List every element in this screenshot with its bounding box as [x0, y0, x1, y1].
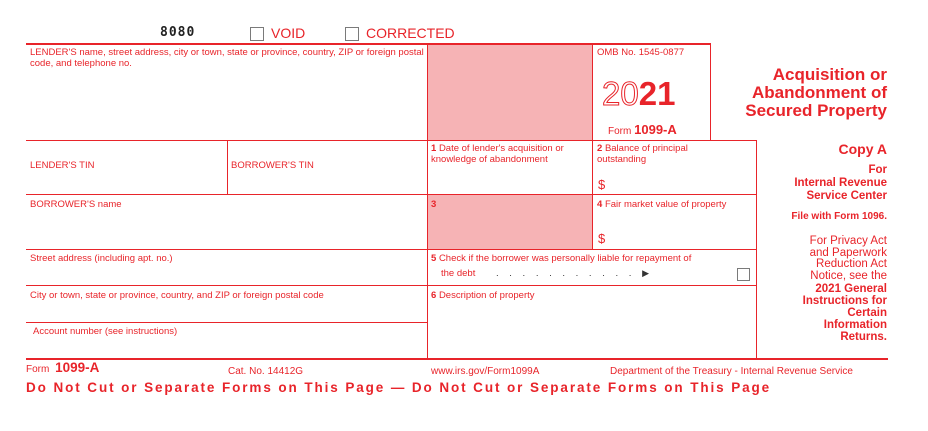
box-6-number: 6 — [431, 290, 437, 301]
col-divider-2 — [592, 43, 593, 249]
box-5-text: Check if the borrower was personally liable for repayment of — [438, 253, 692, 264]
instructions-line-5: Returns. — [840, 331, 887, 343]
title-line-3: Secured Property — [745, 101, 887, 120]
form-number: 1099-A — [634, 122, 677, 137]
box-5-arrow: ▶ — [642, 268, 649, 278]
cat-no: Cat. No. 14412G — [228, 366, 304, 377]
box-5-label — [431, 253, 756, 264]
col-divider-3 — [710, 43, 711, 140]
footer-form-number: 1099-A — [55, 360, 100, 375]
instructions-line-2: Instructions for — [802, 295, 887, 307]
privacy-line-3: Reduction Act — [816, 258, 887, 270]
line-249 — [26, 249, 756, 250]
privacy-notice — [758, 236, 887, 282]
footer-form-id — [26, 362, 99, 375]
title-line-2: Abandonment of — [751, 83, 887, 102]
lender-info-label: LENDER'S name, street address, city or town, state or province, country, ZIP or foreign postal code, and telephone no. — [30, 47, 424, 69]
account-number-label: Account number (see instructions) — [33, 326, 178, 337]
corrected-label: CORRECTED — [366, 25, 455, 41]
copy-a-destination — [758, 164, 887, 203]
col-divider-4 — [756, 140, 757, 359]
dept-treasury: Department of the Treasury - Internal Revenue Service — [610, 366, 853, 377]
box-5-leader: . . . . . . . . . . . — [495, 268, 636, 279]
instructions-ref — [758, 283, 887, 343]
box-3-number: 3 — [431, 199, 437, 210]
irs-url: www.irs.gov/Form1099A — [431, 366, 540, 377]
for-label: For — [868, 164, 887, 176]
privacy-line-4: Notice, see the — [810, 269, 887, 282]
box-1-number: 1 — [431, 143, 437, 154]
corrected-checkbox[interactable] — [345, 27, 359, 41]
instructions-line-4: Information — [823, 319, 887, 331]
privacy-line-2: and Paperwork — [809, 246, 887, 259]
box-4-dollar: $ — [598, 231, 606, 246]
omb-number: OMB No. 1545-0877 — [597, 47, 685, 58]
box-2-label — [597, 143, 709, 165]
box-4-text: Fair market value of property — [604, 199, 727, 210]
top-border — [26, 43, 710, 45]
box-5-checkbox[interactable] — [737, 268, 750, 281]
box-5-line-2 — [441, 268, 649, 279]
borrowers-tin-label: BORROWER'S TIN — [231, 160, 314, 171]
lenders-tin-label: LENDER'S TIN — [30, 160, 95, 171]
borrower-name-label: BORROWER'S name — [30, 199, 122, 210]
box-1-text: Date of lender's acquisition or knowledge of abandonment — [431, 143, 564, 165]
privacy-line-1: For Privacy Act — [809, 235, 887, 247]
box-4-number: 4 — [597, 199, 603, 210]
shaded-area-top — [428, 45, 592, 140]
box-6-text: Description of property — [438, 290, 535, 301]
instructions-line-3: Certain — [847, 307, 887, 319]
form-code: 8080 — [160, 25, 196, 40]
irs-center-line-2: Service Center — [806, 190, 887, 202]
box-2-text: Balance of principal outstanding — [597, 143, 688, 165]
line-140 — [26, 140, 756, 141]
form-prefix: Form — [608, 126, 632, 137]
box-5-debt: the debt — [441, 268, 476, 279]
irs-center-line-1: Internal Revenue — [794, 177, 887, 189]
line-322 — [26, 322, 428, 323]
line-285 — [26, 285, 756, 286]
city-label: City or town, state or province, country, and ZIP or foreign postal code — [30, 290, 324, 301]
footer-form-word: Form — [26, 364, 50, 375]
col-divider-1 — [427, 43, 428, 359]
copy-a: Copy A — [838, 141, 887, 157]
box-5-number: 5 — [431, 253, 437, 264]
file-with: File with Form 1096. — [791, 211, 887, 222]
box-6-label — [431, 290, 535, 301]
form-title — [712, 66, 887, 120]
form-id — [608, 124, 677, 137]
tax-year-suffix: 21 — [638, 75, 676, 112]
tax-year — [602, 76, 675, 112]
tin-divider — [227, 140, 228, 194]
line-194 — [26, 194, 756, 195]
void-label: VOID — [271, 25, 306, 41]
bottom-border — [26, 358, 888, 360]
tax-year-prefix: 20 — [602, 75, 639, 112]
box-2-dollar: $ — [598, 177, 606, 192]
box-4-label — [597, 199, 755, 210]
do-not-cut-notice: Do Not Cut or Separate Forms on This Page — Do Not Cut or Separate Forms on This Page — [26, 380, 772, 395]
instructions-line-1: 2021 General — [815, 283, 887, 295]
box-1-label — [431, 143, 591, 165]
street-address-label: Street address (including apt. no.) — [30, 253, 173, 264]
title-line-1: Acquisition or — [772, 65, 887, 84]
box-2-number: 2 — [597, 143, 603, 154]
void-checkbox[interactable] — [250, 27, 264, 41]
shaded-box-3 — [428, 195, 592, 249]
